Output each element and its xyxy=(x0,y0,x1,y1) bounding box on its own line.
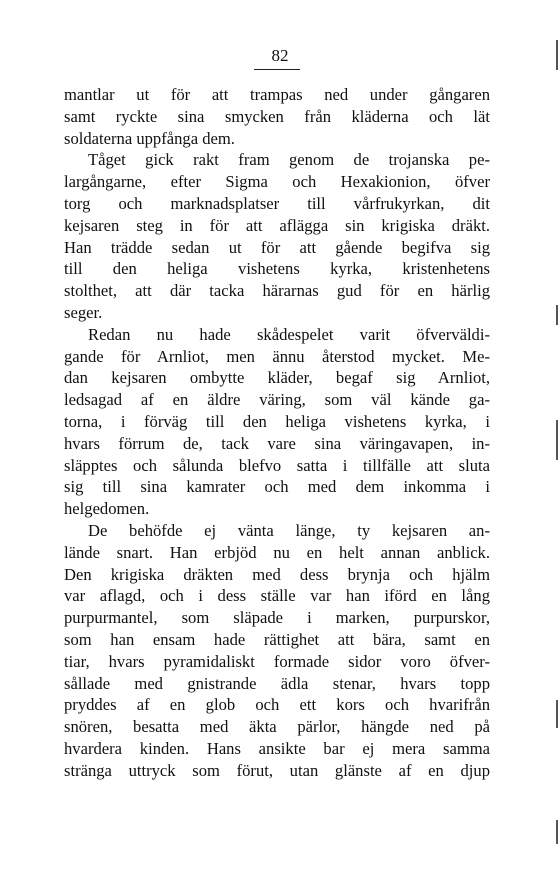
text-line: snören, besatta med äkta pärlor, hängde ned på xyxy=(64,717,490,737)
text-line: torg och marknadsplatser till vårfrukyrkan, dit xyxy=(64,193,490,213)
paragraph-4 xyxy=(64,520,490,782)
text-line: pryddes af en glob och ett kors och hvarifrån xyxy=(64,695,490,715)
text-line: var aflagd, och i dess ställe var han iförd en lång xyxy=(64,586,490,606)
text-line: helgedomen. xyxy=(64,499,150,519)
text-line: soldaterna uppfånga dem. xyxy=(64,128,235,148)
scan-edge-mark xyxy=(556,420,558,460)
text-line: lände snart. Han erbjöd nu en helt annan anblick. xyxy=(64,542,490,562)
text-line: samt ryckte sina smycken från kläderna och lät xyxy=(64,106,490,126)
text-line: torna, i förväg till den heliga vishetens kyrka, i xyxy=(64,411,490,431)
paragraph-2 xyxy=(64,149,490,323)
page-number: 82 xyxy=(271,46,289,65)
paragraph-3 xyxy=(64,324,490,520)
text-line: stränga uttryck som förut, utan glänste af en djup xyxy=(64,760,490,780)
text-line: kejsaren steg in för att aflägga sin krigiska dräkt. xyxy=(64,215,490,235)
scan-edge-mark xyxy=(556,820,558,844)
scan-edge-mark xyxy=(556,40,558,70)
text-line: seger. xyxy=(64,302,103,322)
text-line: dan kejsaren ombytte kläder, begaf sig Arnliot, xyxy=(64,368,490,388)
text-line: hvars förrum de, tack vare sina väringavapen, in- xyxy=(64,433,490,453)
text-line: largångarne, efter Sigma och Hexakionion, öfver xyxy=(64,172,490,192)
text-line: gande för Arnliot, men ännu återstod mycket. Me- xyxy=(64,346,490,366)
text-line: till den heliga vishetens kyrka, kristenhetens xyxy=(64,259,490,279)
body-text xyxy=(64,84,490,782)
text-line: mantlar ut för att trampas ned under gångaren xyxy=(64,85,490,104)
text-line: stolthet, att där tacka härarnas gud för en härlig xyxy=(64,281,490,301)
text-line: purpurmantel, som släpade i marken, purpurskor, xyxy=(64,608,490,628)
text-line: släpptes och sålunda blefvo satta i tillfälle att sluta xyxy=(64,455,490,475)
text-line: sig till sina kamrater och med dem inkomma i xyxy=(64,477,490,497)
text-line: Den krigiska dräkten med dess brynja och hjälm xyxy=(64,564,490,584)
text-line: Han trädde sedan ut för att gående begifva sig xyxy=(64,237,490,257)
scan-edge-mark xyxy=(556,305,558,325)
text-line: Tåget gick rakt fram genom de trojanska pe- xyxy=(88,150,490,170)
text-line: hvardera kinden. Hans ansikte bar ej mera samma xyxy=(64,738,490,758)
text-line: som han ensam hade rättighet att bära, samt en xyxy=(64,629,490,649)
scan-edge-mark xyxy=(556,700,558,728)
text-line: tiar, hvars pyramidaliskt formade sidor voro öfver- xyxy=(64,651,490,671)
text-line: Redan nu hade skådespelet varit öfverväldi- xyxy=(88,324,490,344)
page-number-rule xyxy=(254,69,300,70)
text-line: sållade med gnistrande ädla stenar, hvars topp xyxy=(64,673,490,693)
text-line: De behöfde ej vänta länge, ty kejsaren an- xyxy=(88,520,490,540)
text-line: ledsagad af en äldre väring, som väl kände ga- xyxy=(64,390,490,410)
paragraph-1 xyxy=(64,84,490,149)
